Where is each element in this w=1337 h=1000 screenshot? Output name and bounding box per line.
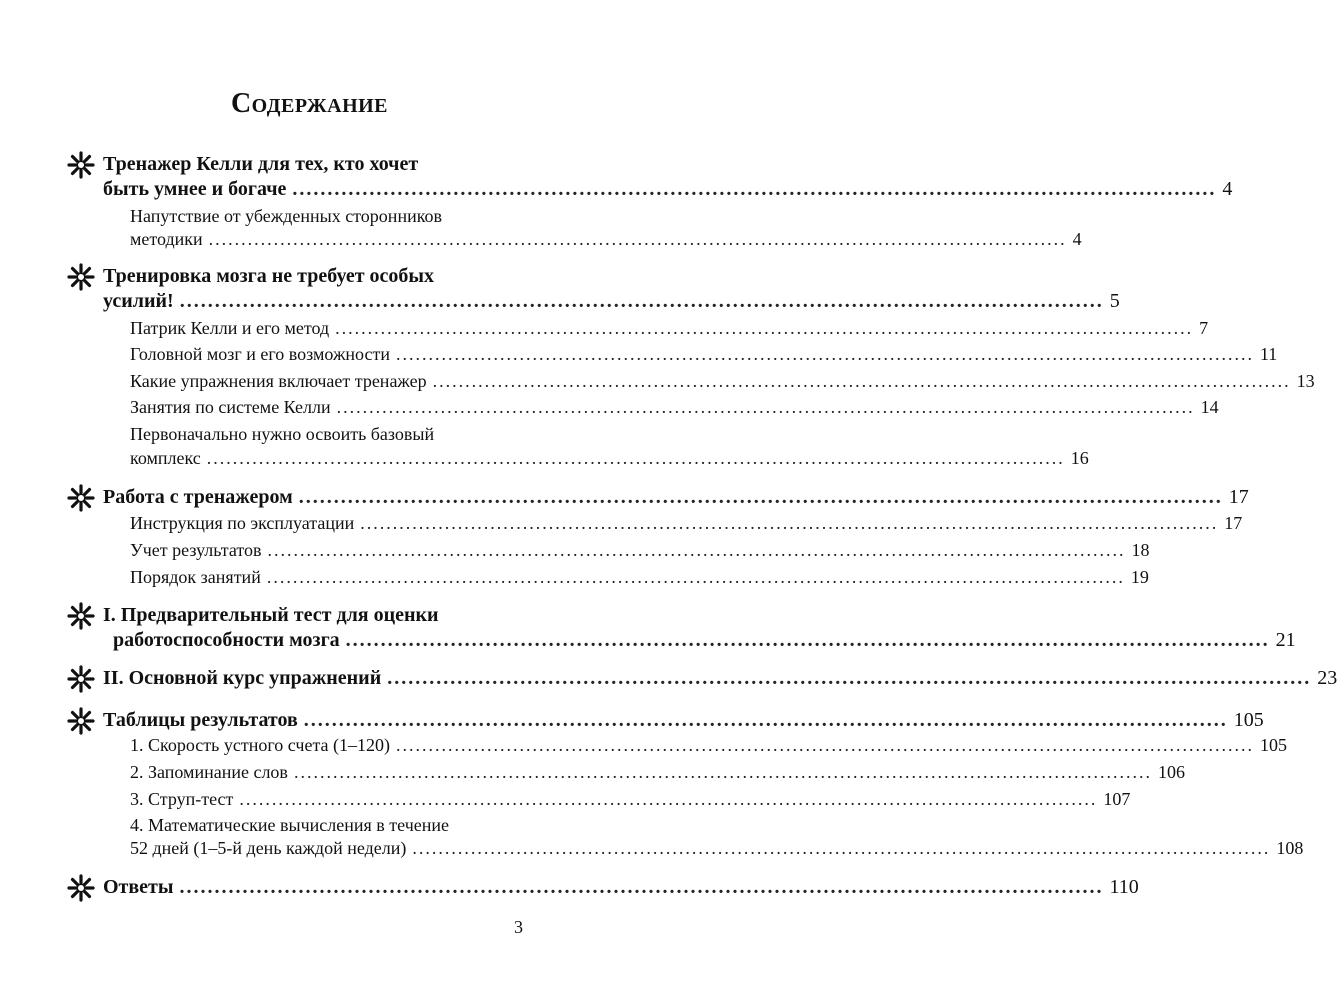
toc-section-heading[interactable]: I. Предварительный тест для оценки [103, 604, 439, 626]
toc-section-entry[interactable] [113, 629, 1296, 652]
toc-section-title: Таблицы результатов [103, 709, 298, 731]
toc-section-heading[interactable]: Тренажер Келли для тех, кто хочет [103, 153, 419, 175]
toc-subentry[interactable] [130, 540, 1150, 561]
toc-subentry-title: Головной мозг и его возможности [130, 344, 390, 364]
toc-page-number: 7 [1199, 318, 1209, 338]
dot-leader: .................................................................................................................................... [432, 371, 1291, 391]
toc-subentry-heading[interactable]: 4. Математические вычисления в течение [130, 815, 450, 835]
toc-section-title: Ответы [103, 876, 174, 898]
dot-leader: .................................................................................................................................... [293, 762, 1152, 782]
toc-page-number: 105 [1233, 709, 1264, 731]
toc-subentry-title: комплекс [130, 448, 201, 468]
toc-subentry[interactable] [130, 397, 1219, 418]
dot-leader: .................................................................................................................................... [345, 629, 1270, 651]
dot-leader: .................................................................................................................................... [303, 709, 1228, 731]
dot-leader: .................................................................................................................................... [395, 344, 1254, 364]
toc-section-entry[interactable] [103, 667, 1337, 690]
dot-leader: .................................................................................................................................... [298, 486, 1223, 508]
toc-section-entry[interactable] [103, 486, 1249, 509]
toc-subentry-title: 1. Скорость устного счета (1–120) [130, 735, 391, 755]
asterisk-flower-icon [66, 150, 96, 180]
asterisk-flower-icon [66, 483, 96, 513]
toc-page-number: 110 [1109, 876, 1139, 898]
toc-page-number: 19 [1130, 567, 1149, 587]
dot-leader: .................................................................................................................................... [292, 178, 1217, 200]
asterisk-flower-icon [66, 873, 96, 903]
toc-section-title: Работа с тренажером [103, 486, 293, 508]
dot-leader: .................................................................................................................................... [335, 318, 1194, 338]
dot-leader: .................................................................................................................................... [179, 876, 1104, 898]
toc-subentry-title: Патрик Келли и его метод [130, 318, 330, 338]
toc-subentry-title: Инструкция по эксплуатации [130, 513, 355, 533]
dot-leader: .................................................................................................................................... [387, 667, 1312, 689]
toc-section-entry[interactable] [103, 709, 1264, 732]
toc-page-number: 17 [1228, 486, 1249, 508]
toc-section-title: II. Основной курс упражнений [103, 667, 382, 689]
toc-subentry-title: Учет результатов [130, 540, 262, 560]
toc-page-number: 13 [1296, 371, 1315, 391]
toc-page-number: 108 [1276, 838, 1304, 858]
toc-section-title: быть умнее и богаче [103, 178, 287, 200]
toc-subentry[interactable] [130, 567, 1149, 588]
dot-leader: .................................................................................................................................... [412, 838, 1271, 858]
dot-leader: .................................................................................................................................... [266, 567, 1125, 587]
toc-page-number: 4 [1072, 229, 1082, 249]
asterisk-flower-icon [66, 262, 96, 292]
toc-page-number: 4 [1222, 178, 1233, 200]
toc-subentry-title: Занятия по системе Келли [130, 397, 331, 417]
dot-leader: .................................................................................................................................... [336, 397, 1195, 417]
toc-page-number: 107 [1103, 789, 1131, 809]
toc-subentry-title: методики [130, 229, 203, 249]
toc-page-number: 18 [1131, 540, 1150, 560]
asterisk-flower-icon [66, 601, 96, 631]
page-number: 3 [514, 917, 523, 937]
toc-page-number: 23 [1317, 667, 1337, 689]
toc-subentry[interactable] [130, 762, 1185, 783]
toc-subentry-heading[interactable]: Напутствие от убежденных сторонников [130, 206, 443, 226]
dot-leader: .................................................................................................................................... [179, 290, 1104, 312]
toc-subentry[interactable] [130, 513, 1243, 534]
dot-leader: .................................................................................................................................... [239, 789, 1098, 809]
asterisk-flower-icon [66, 706, 96, 736]
toc-section-entry[interactable] [103, 876, 1139, 899]
toc-section-title: усилий! [103, 290, 174, 312]
dot-leader: .................................................................................................................................... [360, 513, 1219, 533]
toc-subentry[interactable] [130, 735, 1288, 756]
toc-page-number: 16 [1070, 448, 1089, 468]
toc-page-number: 106 [1157, 762, 1185, 782]
dot-leader: .................................................................................................................................... [208, 229, 1067, 249]
toc-subentry-title: 52 дней (1–5-й день каждой недели) [130, 838, 407, 858]
toc-page-number: 11 [1259, 344, 1278, 364]
toc-subentry-heading[interactable]: Первоначально нужно освоить базовый [130, 424, 435, 444]
dot-leader: .................................................................................................................................... [206, 448, 1065, 468]
dot-leader: .................................................................................................................................... [396, 735, 1255, 755]
toc-section-entry[interactable] [103, 290, 1120, 313]
toc-subentry[interactable] [130, 344, 1278, 365]
toc-page-number: 5 [1109, 290, 1120, 312]
toc-section-heading[interactable]: Тренировка мозга не требует особых [103, 265, 435, 287]
toc-subentry[interactable] [130, 789, 1131, 810]
toc-subentry-title: Порядок занятий [130, 567, 261, 587]
toc-page-number: 17 [1224, 513, 1243, 533]
toc-page-number: 21 [1275, 629, 1296, 651]
toc-subentry[interactable] [130, 371, 1315, 392]
toc-subentry[interactable] [130, 838, 1304, 859]
dot-leader: .................................................................................................................................... [267, 540, 1126, 560]
asterisk-flower-icon [66, 664, 96, 694]
toc-section-entry[interactable] [103, 178, 1233, 201]
toc-subentry-title: 2. Запоминание слов [130, 762, 288, 782]
toc-subentry[interactable] [130, 229, 1082, 250]
toc-subentry-title: 3. Струп-тест [130, 789, 234, 809]
toc-subentry[interactable] [130, 318, 1209, 339]
toc-subentry-title: Какие упражнения включает тренажер [130, 371, 427, 391]
page-title: Содержание [230, 88, 389, 119]
toc-subentry[interactable] [130, 448, 1089, 469]
toc-page-number: 105 [1260, 735, 1288, 755]
toc-page-number: 14 [1200, 397, 1219, 417]
toc-section-title: работоспособности мозга [113, 629, 340, 651]
